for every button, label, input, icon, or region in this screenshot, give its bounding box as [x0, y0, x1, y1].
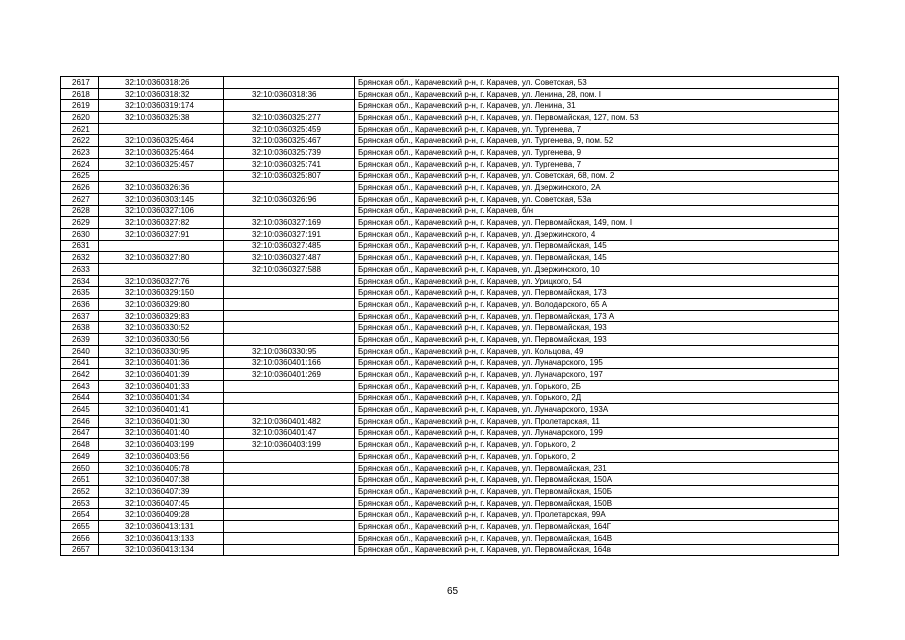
row-number-cell: 2645 — [61, 404, 99, 416]
address-cell: Брянская обл., Карачевский р-н, г. Карачев, ул. Первомайская, 193 — [355, 334, 839, 346]
related-number-cell: 32:10:0360401:269 — [224, 369, 355, 381]
address-cell: Брянская обл., Карачевский р-н, г. Карачев, ул. Урицкого, 54 — [355, 275, 839, 287]
cadastral-number-cell: 32:10:0360329:150 — [99, 287, 224, 299]
related-number-cell: 32:10:0360401:47 — [224, 427, 355, 439]
related-number-cell — [224, 474, 355, 486]
address-cell: Брянская обл., Карачевский р-н, г. Карачев, ул. Дзержинского, 4 — [355, 228, 839, 240]
cadastral-number-cell: 32:10:0360401:33 — [99, 380, 224, 392]
row-number-cell: 2618 — [61, 88, 99, 100]
row-number-cell: 2652 — [61, 486, 99, 498]
related-number-cell — [224, 532, 355, 544]
cadastral-number-cell: 32:10:0360409:28 — [99, 509, 224, 521]
table-row — [61, 264, 839, 276]
row-number-cell: 2646 — [61, 415, 99, 427]
table-row — [61, 322, 839, 334]
cadastral-number-cell: 32:10:0360327:82 — [99, 217, 224, 229]
cadastral-number-cell: 32:10:0360330:56 — [99, 334, 224, 346]
cadastral-number-cell — [99, 240, 224, 252]
address-cell: Брянская обл., Карачевский р-н, г. Карачев, ул. Первомайская, 150В — [355, 497, 839, 509]
table-row — [61, 205, 839, 217]
row-number-cell: 2653 — [61, 497, 99, 509]
table-row — [61, 380, 839, 392]
related-number-cell — [224, 509, 355, 521]
related-number-cell: 32:10:0360325:739 — [224, 147, 355, 159]
row-number-cell: 2633 — [61, 264, 99, 276]
address-cell: Брянская обл., Карачевский р-н, г. Карачев, ул. Советская, 53а — [355, 193, 839, 205]
table-row — [61, 462, 839, 474]
table-row — [61, 77, 839, 89]
cadastral-number-cell: 32:10:0360413:131 — [99, 521, 224, 533]
row-number-cell: 2621 — [61, 123, 99, 135]
cadastral-number-cell: 32:10:0360325:464 — [99, 147, 224, 159]
table-row — [61, 228, 839, 240]
related-number-cell: 32:10:0360327:485 — [224, 240, 355, 252]
table-row — [61, 439, 839, 451]
row-number-cell: 2622 — [61, 135, 99, 147]
row-number-cell: 2638 — [61, 322, 99, 334]
row-number-cell: 2655 — [61, 521, 99, 533]
address-cell: Брянская обл., Карачевский р-н, г. Карачев, ул. Первомайская, 231 — [355, 462, 839, 474]
related-number-cell — [224, 299, 355, 311]
row-number-cell: 2624 — [61, 158, 99, 170]
row-number-cell: 2636 — [61, 299, 99, 311]
row-number-cell: 2626 — [61, 182, 99, 194]
cadastral-number-cell: 32:10:0360303:145 — [99, 193, 224, 205]
address-cell: Брянская обл., Карачевский р-н, г. Карачев, ул. Луначарского, 197 — [355, 369, 839, 381]
cadastral-number-cell: 32:10:0360325:38 — [99, 112, 224, 124]
related-number-cell: 32:10:0360325:467 — [224, 135, 355, 147]
address-cell: Брянская обл., Карачевский р-н, г. Карачев, ул. Луначарского, 199 — [355, 427, 839, 439]
row-number-cell: 2623 — [61, 147, 99, 159]
address-cell: Брянская обл., Карачевский р-н, г. Карачев, ул. Луначарского, 195 — [355, 357, 839, 369]
table-row — [61, 217, 839, 229]
row-number-cell: 2637 — [61, 310, 99, 322]
related-number-cell — [224, 182, 355, 194]
address-cell: Брянская обл., Карачевский р-н, г. Карачев, б/н — [355, 205, 839, 217]
table-row — [61, 544, 839, 556]
row-number-cell: 2649 — [61, 451, 99, 463]
cadastral-number-cell — [99, 170, 224, 182]
related-number-cell — [224, 497, 355, 509]
row-number-cell: 2651 — [61, 474, 99, 486]
related-number-cell: 32:10:0360403:199 — [224, 439, 355, 451]
cadastral-number-cell: 32:10:0360401:34 — [99, 392, 224, 404]
address-cell: Брянская обл., Карачевский р-н, г. Карачев, ул. Володарского, 65 А — [355, 299, 839, 311]
related-number-cell — [224, 462, 355, 474]
cadastral-number-cell — [99, 123, 224, 135]
table-row — [61, 310, 839, 322]
cadastral-number-cell: 32:10:0360327:91 — [99, 228, 224, 240]
related-number-cell — [224, 404, 355, 416]
address-cell: Брянская обл., Карачевский р-н, г. Карачев, ул. Первомайская, 164В — [355, 532, 839, 544]
related-number-cell — [224, 544, 355, 556]
cadastral-number-cell: 32:10:0360407:38 — [99, 474, 224, 486]
row-number-cell: 2634 — [61, 275, 99, 287]
cadastral-table — [60, 76, 839, 556]
related-number-cell: 32:10:0360325:741 — [224, 158, 355, 170]
table-row — [61, 100, 839, 112]
related-number-cell — [224, 486, 355, 498]
cadastral-number-cell: 32:10:0360401:36 — [99, 357, 224, 369]
address-cell: Брянская обл., Карачевский р-н, г. Карачев, ул. Горького, 2Б — [355, 380, 839, 392]
row-number-cell: 2630 — [61, 228, 99, 240]
table-row — [61, 135, 839, 147]
table-row — [61, 182, 839, 194]
address-cell: Брянская обл., Карачевский р-н, г. Карачев, ул. Горького, 2 — [355, 439, 839, 451]
related-number-cell — [224, 451, 355, 463]
table-row — [61, 147, 839, 159]
address-cell: Брянская обл., Карачевский р-н, г. Карачев, ул. Первомайская, 150А — [355, 474, 839, 486]
address-cell: Брянская обл., Карачевский р-н, г. Карачев, ул. Тургенева, 9 — [355, 147, 839, 159]
address-cell: Брянская обл., Карачевский р-н, г. Карачев, ул. Пролетарская, 11 — [355, 415, 839, 427]
cadastral-number-cell: 32:10:0360407:39 — [99, 486, 224, 498]
cadastral-number-cell: 32:10:0360413:134 — [99, 544, 224, 556]
related-number-cell: 32:10:0360327:588 — [224, 264, 355, 276]
address-cell: Брянская обл., Карачевский р-н, г. Карачев, ул. Дзержинского, 2А — [355, 182, 839, 194]
cadastral-number-cell: 32:10:0360401:39 — [99, 369, 224, 381]
row-number-cell: 2639 — [61, 334, 99, 346]
address-cell: Брянская обл., Карачевский р-н, г. Карачев, ул. Первомайская, 173 А — [355, 310, 839, 322]
row-number-cell: 2640 — [61, 345, 99, 357]
cadastral-number-cell: 32:10:0360318:26 — [99, 77, 224, 89]
table-row — [61, 275, 839, 287]
table-row — [61, 392, 839, 404]
table-row — [61, 532, 839, 544]
cadastral-number-cell: 32:10:0360405:78 — [99, 462, 224, 474]
table-row — [61, 357, 839, 369]
cadastral-number-cell: 32:10:0360407:45 — [99, 497, 224, 509]
row-number-cell: 2643 — [61, 380, 99, 392]
related-number-cell — [224, 287, 355, 299]
row-number-cell: 2641 — [61, 357, 99, 369]
cadastral-number-cell: 32:10:0360401:30 — [99, 415, 224, 427]
table-row — [61, 404, 839, 416]
table-row — [61, 486, 839, 498]
row-number-cell: 2656 — [61, 532, 99, 544]
table-row — [61, 497, 839, 509]
row-number-cell: 2631 — [61, 240, 99, 252]
address-cell: Брянская обл., Карачевский р-н, г. Карачев, ул. Тургенева, 9, пом. 52 — [355, 135, 839, 147]
address-cell: Брянская обл., Карачевский р-н, г. Карачев, ул. Советская, 68, пом. 2 — [355, 170, 839, 182]
related-number-cell: 32:10:0360327:487 — [224, 252, 355, 264]
row-number-cell: 2635 — [61, 287, 99, 299]
address-cell: Брянская обл., Карачевский р-н, г. Карачев, ул. Советская, 53 — [355, 77, 839, 89]
address-cell: Брянская обл., Карачевский р-н, г. Карачев, ул. Горького, 2 — [355, 451, 839, 463]
table-body — [61, 77, 839, 556]
row-number-cell: 2657 — [61, 544, 99, 556]
address-cell: Брянская обл., Карачевский р-н, г. Карачев, ул. Ленина, 31 — [355, 100, 839, 112]
address-cell: Брянская обл., Карачевский р-н, г. Карачев, ул. Тургенева, 7 — [355, 123, 839, 135]
related-number-cell: 32:10:0360330:95 — [224, 345, 355, 357]
row-number-cell: 2642 — [61, 369, 99, 381]
table-row — [61, 369, 839, 381]
related-number-cell: 32:10:0360401:482 — [224, 415, 355, 427]
table-row — [61, 158, 839, 170]
cadastral-number-cell: 32:10:0360327:80 — [99, 252, 224, 264]
cadastral-number-cell: 32:10:0360329:80 — [99, 299, 224, 311]
related-number-cell — [224, 380, 355, 392]
row-number-cell: 2632 — [61, 252, 99, 264]
address-cell: Брянская обл., Карачевский р-н, г. Карачев, ул. Дзержинского, 10 — [355, 264, 839, 276]
row-number-cell: 2654 — [61, 509, 99, 521]
address-cell: Брянская обл., Карачевский р-н, г. Карачев, ул. Первомайская, 127, пом. 53 — [355, 112, 839, 124]
related-number-cell — [224, 100, 355, 112]
address-cell: Брянская обл., Карачевский р-н, г. Карачев, ул. Первомайская, 145 — [355, 252, 839, 264]
table-row — [61, 252, 839, 264]
row-number-cell: 2629 — [61, 217, 99, 229]
related-number-cell: 32:10:0360327:169 — [224, 217, 355, 229]
table-row — [61, 427, 839, 439]
address-cell: Брянская обл., Карачевский р-н, г. Карачев, ул. Первомайская, 193 — [355, 322, 839, 334]
related-number-cell: 32:10:0360326:96 — [224, 193, 355, 205]
related-number-cell — [224, 521, 355, 533]
cadastral-number-cell: 32:10:0360319:174 — [99, 100, 224, 112]
table-row — [61, 474, 839, 486]
cadastral-number-cell: 32:10:0360325:457 — [99, 158, 224, 170]
page-number: 65 — [446, 586, 459, 597]
address-cell: Брянская обл., Карачевский р-н, г. Карачев, ул. Первомайская, 173 — [355, 287, 839, 299]
address-cell: Брянская обл., Карачевский р-н, г. Карачев, ул. Первомайская, 150Б — [355, 486, 839, 498]
address-cell: Брянская обл., Карачевский р-н, г. Карачев, ул. Первомайская, 149, пом. I — [355, 217, 839, 229]
cadastral-number-cell: 32:10:0360403:56 — [99, 451, 224, 463]
related-number-cell: 32:10:0360401:166 — [224, 357, 355, 369]
address-cell: Брянская обл., Карачевский р-н, г. Карачев, ул. Тургенева, 7 — [355, 158, 839, 170]
cadastral-number-cell: 32:10:0360326:36 — [99, 182, 224, 194]
cadastral-number-cell: 32:10:0360329:83 — [99, 310, 224, 322]
table-row — [61, 509, 839, 521]
cadastral-number-cell: 32:10:0360327:106 — [99, 205, 224, 217]
table-row — [61, 112, 839, 124]
table-row — [61, 345, 839, 357]
related-number-cell: 32:10:0360325:277 — [224, 112, 355, 124]
table-row — [61, 299, 839, 311]
related-number-cell — [224, 310, 355, 322]
related-number-cell: 32:10:0360318:36 — [224, 88, 355, 100]
table-row — [61, 170, 839, 182]
cadastral-number-cell: 32:10:0360330:95 — [99, 345, 224, 357]
row-number-cell: 2648 — [61, 439, 99, 451]
table-row — [61, 334, 839, 346]
address-cell: Брянская обл., Карачевский р-н, г. Карачев, ул. Первомайская, 164в — [355, 544, 839, 556]
address-cell: Брянская обл., Карачевский р-н, г. Карачев, ул. Первомайская, 145 — [355, 240, 839, 252]
cadastral-number-cell: 32:10:0360401:40 — [99, 427, 224, 439]
cadastral-number-cell: 32:10:0360318:32 — [99, 88, 224, 100]
related-number-cell — [224, 322, 355, 334]
related-number-cell — [224, 77, 355, 89]
cadastral-number-cell: 32:10:0360330:52 — [99, 322, 224, 334]
address-cell: Брянская обл., Карачевский р-н, г. Карачев, ул. Первомайская, 164Г — [355, 521, 839, 533]
cadastral-number-cell: 32:10:0360325:464 — [99, 135, 224, 147]
row-number-cell: 2619 — [61, 100, 99, 112]
table-row — [61, 123, 839, 135]
cadastral-number-cell: 32:10:0360403:199 — [99, 439, 224, 451]
related-number-cell — [224, 275, 355, 287]
address-cell: Брянская обл., Карачевский р-н, г. Карачев, ул. Пролетарская, 99А — [355, 509, 839, 521]
table-row — [61, 193, 839, 205]
table-row — [61, 521, 839, 533]
table-row — [61, 88, 839, 100]
address-cell: Брянская обл., Карачевский р-н, г. Карачев, ул. Ленина, 28, пом. I — [355, 88, 839, 100]
cadastral-number-cell — [99, 264, 224, 276]
table-row — [61, 240, 839, 252]
related-number-cell: 32:10:0360325:807 — [224, 170, 355, 182]
row-number-cell: 2625 — [61, 170, 99, 182]
row-number-cell: 2627 — [61, 193, 99, 205]
row-number-cell: 2628 — [61, 205, 99, 217]
related-number-cell — [224, 205, 355, 217]
related-number-cell: 32:10:0360327:191 — [224, 228, 355, 240]
row-number-cell: 2644 — [61, 392, 99, 404]
address-cell: Брянская обл., Карачевский р-н, г. Карачев, ул. Луначарского, 193А — [355, 404, 839, 416]
table-row — [61, 451, 839, 463]
row-number-cell: 2647 — [61, 427, 99, 439]
related-number-cell — [224, 392, 355, 404]
cadastral-number-cell: 32:10:0360413:133 — [99, 532, 224, 544]
table-row — [61, 415, 839, 427]
related-number-cell: 32:10:0360325:459 — [224, 123, 355, 135]
cadastral-number-cell: 32:10:0360327:76 — [99, 275, 224, 287]
related-number-cell — [224, 334, 355, 346]
table-row — [61, 287, 839, 299]
address-cell: Брянская обл., Карачевский р-н, г. Карачев, ул. Горького, 2Д — [355, 392, 839, 404]
row-number-cell: 2650 — [61, 462, 99, 474]
row-number-cell: 2617 — [61, 77, 99, 89]
row-number-cell: 2620 — [61, 112, 99, 124]
cadastral-number-cell: 32:10:0360401:41 — [99, 404, 224, 416]
address-cell: Брянская обл., Карачевский р-н, г. Карачев, ул. Кольцова, 49 — [355, 345, 839, 357]
